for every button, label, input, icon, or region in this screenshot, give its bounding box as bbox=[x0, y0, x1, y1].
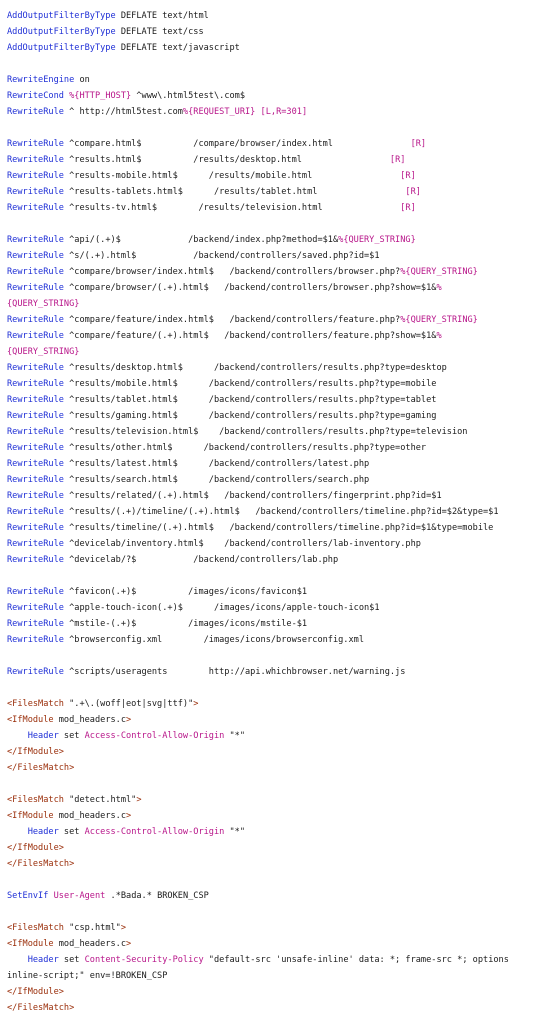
code-token-directive: RewriteRule bbox=[7, 107, 64, 117]
code-line bbox=[7, 504, 534, 520]
code-token-directive: RewriteRule bbox=[7, 491, 64, 501]
code-token-directive: RewriteRule bbox=[7, 395, 64, 405]
code-token-text: ^compare/browser/index.html$ /backend/controllers/browser.php? bbox=[63, 267, 401, 277]
code-token-text: on bbox=[74, 75, 90, 85]
code-line bbox=[7, 584, 534, 600]
code-token-text: ^compare/feature/index.html$ /backend/controllers/feature.php? bbox=[63, 315, 401, 325]
code-token-tag: <IfModule bbox=[7, 715, 54, 725]
code-token-text: ^compare/feature/(.+).html$ /backend/controllers/feature.php?show=$1& bbox=[63, 331, 437, 341]
code-token-variable: [R] bbox=[400, 203, 416, 213]
code-line bbox=[7, 664, 534, 680]
code-line bbox=[7, 136, 534, 152]
code-token-text: set bbox=[58, 731, 85, 741]
code-line bbox=[7, 792, 534, 808]
code-line bbox=[7, 424, 534, 440]
code-token-directive: Header bbox=[27, 955, 59, 965]
code-line bbox=[7, 712, 534, 728]
code-token-text: ^results/related/(.+).html$ /backend/controllers/fingerprint.php?id=$1 bbox=[63, 491, 442, 501]
code-token-directive: RewriteRule bbox=[7, 235, 64, 245]
code-line bbox=[7, 72, 534, 88]
code-line bbox=[7, 824, 534, 840]
code-token-tag: > bbox=[126, 811, 132, 821]
code-line bbox=[7, 104, 534, 120]
code-line bbox=[7, 744, 534, 760]
blank-line bbox=[7, 872, 534, 888]
blank-line bbox=[7, 120, 534, 136]
code-line bbox=[7, 840, 534, 856]
code-token-directive: RewriteRule bbox=[7, 555, 64, 565]
code-line bbox=[7, 456, 534, 472]
code-token-text: .*Bada.* BROKEN_CSP bbox=[105, 891, 209, 901]
code-token-text: DEFLATE text/html bbox=[115, 11, 209, 21]
code-token-text: "*" bbox=[224, 731, 246, 741]
code-token-directive: RewriteRule bbox=[7, 443, 64, 453]
code-line bbox=[7, 520, 534, 536]
code-token-variable: %{QUERY_STRING} bbox=[400, 267, 478, 277]
code-token-directive: RewriteRule bbox=[7, 427, 64, 437]
code-token-variable: {QUERY_STRING} bbox=[7, 299, 80, 309]
code-token-directive: AddOutputFilterByType bbox=[7, 27, 116, 37]
code-line bbox=[7, 632, 534, 648]
code-token-directive: RewriteRule bbox=[7, 283, 64, 293]
code-token-directive: RewriteRule bbox=[7, 331, 64, 341]
code-token-text: ^results-mobile.html$ /results/mobile.html bbox=[63, 171, 401, 181]
code-token-tag: </IfModule> bbox=[7, 987, 64, 997]
code-line bbox=[7, 728, 534, 744]
code-token-directive: RewriteRule bbox=[7, 187, 64, 197]
code-token-text: ^results/television.html$ /backend/controllers/results.php?type=television bbox=[63, 427, 468, 437]
code-token-text: ^compare.html$ /compare/browser/index.html bbox=[63, 139, 411, 149]
code-line bbox=[7, 952, 534, 968]
code-line bbox=[7, 808, 534, 824]
code-token-directive: RewriteCond bbox=[7, 91, 64, 101]
blank-line bbox=[7, 680, 534, 696]
code-token-text: DEFLATE text/javascript bbox=[115, 43, 240, 53]
code-line bbox=[7, 392, 534, 408]
code-token-directive: RewriteRule bbox=[7, 139, 64, 149]
code-token-tag: <IfModule bbox=[7, 811, 54, 821]
code-line bbox=[7, 552, 534, 568]
code-token-text: set bbox=[58, 955, 85, 965]
code-token-directive: RewriteRule bbox=[7, 603, 64, 613]
code-token-tag: </FilesMatch> bbox=[7, 763, 75, 773]
code-line bbox=[7, 600, 534, 616]
code-token-text bbox=[7, 955, 28, 965]
code-token-directive: SetEnvIf bbox=[7, 891, 49, 901]
code-token-text: ^results-tablets.html$ /results/tablet.html bbox=[63, 187, 406, 197]
code-line bbox=[7, 232, 534, 248]
code-token-text: ^results/timeline/(.+).html$ /backend/controllers/timeline.php?id=$1&type=mobile bbox=[63, 523, 494, 533]
code-token-text bbox=[7, 827, 28, 837]
code-line bbox=[7, 968, 534, 984]
code-token-text: ^devicelab/inventory.html$ /backend/controllers/lab-inventory.php bbox=[63, 539, 421, 549]
code-line bbox=[7, 296, 534, 312]
code-token-text: ^scripts/useragents http://api.whichbrowser.net/warning.js bbox=[63, 667, 406, 677]
code-token-variable: [R] bbox=[389, 155, 406, 165]
code-token-text: ^results/(.+)/timeline/(.+).html$ /backend/controllers/timeline.php?id=$2&type=$1 bbox=[63, 507, 499, 517]
code-token-text: "detect.html" bbox=[63, 795, 137, 805]
code-line bbox=[7, 312, 534, 328]
code-token-text: ^results/desktop.html$ /backend/controllers/results.php?type=desktop bbox=[63, 363, 447, 373]
blank-line bbox=[7, 776, 534, 792]
blank-line bbox=[7, 568, 534, 584]
code-token-variable: %{QUERY_STRING} bbox=[400, 315, 478, 325]
code-line bbox=[7, 168, 534, 184]
code-token-text: ^apple-touch-icon(.+)$ /images/icons/apple-touch-icon$1 bbox=[63, 603, 380, 613]
code-token-tag: > bbox=[136, 795, 142, 805]
code-token-directive: RewriteRule bbox=[7, 363, 64, 373]
code-token-text: ^results/other.html$ /backend/controllers/results.php?type=other bbox=[63, 443, 427, 453]
code-token-tag: </IfModule> bbox=[7, 747, 64, 757]
code-line bbox=[7, 936, 534, 952]
code-token-variable: %{HTTP_HOST} bbox=[69, 91, 132, 101]
code-token-variable: %{REQUEST_URI} bbox=[182, 107, 256, 117]
code-line bbox=[7, 88, 534, 104]
code-token-directive: RewriteRule bbox=[7, 171, 64, 181]
code-token-directive: Header bbox=[27, 827, 59, 837]
code-line bbox=[7, 328, 534, 344]
code-token-text: ^results/gaming.html$ /backend/controllers/results.php?type=gaming bbox=[63, 411, 437, 421]
code-token-text: ^favicon(.+)$ /images/icons/favicon$1 bbox=[63, 587, 308, 597]
code-token-text: "default-src 'unsafe-inline' data: *; frame-src *; options bbox=[203, 955, 509, 965]
code-token-directive: RewriteRule bbox=[7, 539, 64, 549]
code-token-variable: User-Agent bbox=[53, 891, 106, 901]
code-line bbox=[7, 8, 534, 24]
code-token-directive: RewriteRule bbox=[7, 635, 64, 645]
code-token-text: inline-script;" env=!BROKEN_CSP bbox=[7, 971, 168, 981]
code-line bbox=[7, 488, 534, 504]
code-token-tag: > bbox=[120, 923, 127, 933]
code-token-directive: RewriteEngine bbox=[7, 75, 75, 85]
code-token-tag: <FilesMatch bbox=[7, 923, 64, 933]
code-token-variable: % bbox=[436, 331, 442, 341]
code-token-directive: RewriteRule bbox=[7, 587, 64, 597]
code-line bbox=[7, 360, 534, 376]
code-token-directive: RewriteRule bbox=[7, 267, 64, 277]
blank-line bbox=[7, 648, 534, 664]
code-token-text: ^results/latest.html$ /backend/controllers/latest.php bbox=[63, 459, 370, 469]
code-line bbox=[7, 40, 534, 56]
code-token-text: ^results/search.html$ /backend/controllers/search.php bbox=[63, 475, 370, 485]
code-token-text: ^mstile-(.+)$ /images/icons/mstile-$1 bbox=[63, 619, 308, 629]
code-token-text: mod_headers.c bbox=[53, 939, 127, 949]
code-token-variable: [R] bbox=[400, 171, 416, 181]
code-token-tag: > bbox=[126, 715, 132, 725]
code-token-directive: RewriteRule bbox=[7, 459, 64, 469]
code-token-variable: [R] bbox=[410, 139, 427, 149]
code-token-directive: Header bbox=[27, 731, 59, 741]
code-token-text: ^results/mobile.html$ /backend/controllers/results.php?type=mobile bbox=[63, 379, 437, 389]
code-token-variable: [R] bbox=[405, 187, 421, 197]
code-line bbox=[7, 200, 534, 216]
blank-line bbox=[7, 904, 534, 920]
code-token-text: ^results.html$ /results/desktop.html bbox=[63, 155, 390, 165]
code-line bbox=[7, 616, 534, 632]
code-token-tag: > bbox=[126, 939, 132, 949]
code-token-directive: RewriteRule bbox=[7, 315, 64, 325]
code-line bbox=[7, 856, 534, 872]
code-line bbox=[7, 24, 534, 40]
code-line bbox=[7, 264, 534, 280]
code-token-text: ^api/(.+)$ /backend/index.php?method=$1& bbox=[63, 235, 339, 245]
blank-line bbox=[7, 56, 534, 72]
code-token-tag: <IfModule bbox=[7, 939, 54, 949]
code-token-directive: RewriteRule bbox=[7, 411, 64, 421]
code-token-text: "csp.html" bbox=[63, 923, 121, 933]
code-line bbox=[7, 344, 534, 360]
code-token-directive: RewriteRule bbox=[7, 379, 64, 389]
code-token-directive: RewriteRule bbox=[7, 619, 64, 629]
code-token-variable: [L,R=301] bbox=[260, 107, 308, 117]
code-token-tag: <FilesMatch bbox=[7, 795, 64, 805]
code-line bbox=[7, 152, 534, 168]
code-token-directive: AddOutputFilterByType bbox=[7, 43, 116, 53]
code-token-variable: Content-Security-Policy bbox=[84, 955, 204, 965]
code-line bbox=[7, 696, 534, 712]
code-token-directive: RewriteRule bbox=[7, 251, 64, 261]
code-token-tag: </IfModule> bbox=[7, 843, 64, 853]
code-token-variable: Access-Control-Allow-Origin bbox=[84, 731, 225, 741]
code-token-directive: RewriteRule bbox=[7, 203, 64, 213]
code-line bbox=[7, 760, 534, 776]
blank-line bbox=[7, 216, 534, 232]
code-token-text: ^results/tablet.html$ /backend/controllers/results.php?type=tablet bbox=[63, 395, 437, 405]
code-line bbox=[7, 888, 534, 904]
code-token-tag: <FilesMatch bbox=[7, 699, 64, 709]
code-line bbox=[7, 184, 534, 200]
code-token-text bbox=[7, 731, 28, 741]
code-line bbox=[7, 280, 534, 296]
code-token-text: ^devicelab/?$ /backend/controllers/lab.php bbox=[63, 555, 339, 565]
code-token-text: ".+\.(woff|eot|svg|ttf)" bbox=[63, 699, 194, 709]
code-line bbox=[7, 376, 534, 392]
code-line bbox=[7, 248, 534, 264]
code-token-text: set bbox=[58, 827, 85, 837]
code-line bbox=[7, 408, 534, 424]
code-line bbox=[7, 920, 534, 936]
code-token-tag: > bbox=[193, 699, 199, 709]
code-token-variable: {QUERY_STRING} bbox=[7, 347, 80, 357]
code-token-tag: </FilesMatch> bbox=[7, 859, 75, 869]
code-token-text: mod_headers.c bbox=[53, 811, 127, 821]
code-token-text: ^compare/browser/(.+).html$ /backend/controllers/browser.php?show=$1& bbox=[63, 283, 437, 293]
code-token-directive: AddOutputFilterByType bbox=[7, 11, 116, 21]
code-token-directive: RewriteRule bbox=[7, 475, 64, 485]
code-token-variable: Access-Control-Allow-Origin bbox=[84, 827, 225, 837]
code-line bbox=[7, 536, 534, 552]
code-token-text: mod_headers.c bbox=[53, 715, 127, 725]
code-token-variable: % bbox=[436, 283, 442, 293]
code-token-directive: RewriteRule bbox=[7, 667, 64, 677]
code-token-text: ^results-tv.html$ /results/television.html bbox=[63, 203, 401, 213]
code-token-directive: RewriteRule bbox=[7, 155, 64, 165]
code-token-variable: %{QUERY_STRING} bbox=[338, 235, 416, 245]
code-token-text: "*" bbox=[224, 827, 246, 837]
code-token-text: ^www\.html5test\.com$ bbox=[131, 91, 246, 101]
code-line bbox=[7, 472, 534, 488]
code-token-tag: </FilesMatch> bbox=[7, 1003, 75, 1013]
code-token-text: ^browserconfig.xml /images/icons/browserconfig.xml bbox=[63, 635, 365, 645]
code-token-text: DEFLATE text/css bbox=[115, 27, 204, 37]
code-token-directive: RewriteRule bbox=[7, 507, 64, 517]
code-line bbox=[7, 440, 534, 456]
code-token-directive: RewriteRule bbox=[7, 523, 64, 533]
code-line bbox=[7, 984, 534, 1000]
code-line bbox=[7, 1000, 534, 1016]
code-token-text: ^ http://html5test.com bbox=[63, 107, 183, 117]
code-token-text: ^s/(.+).html$ /backend/controllers/saved.php?id=$1 bbox=[63, 251, 380, 261]
